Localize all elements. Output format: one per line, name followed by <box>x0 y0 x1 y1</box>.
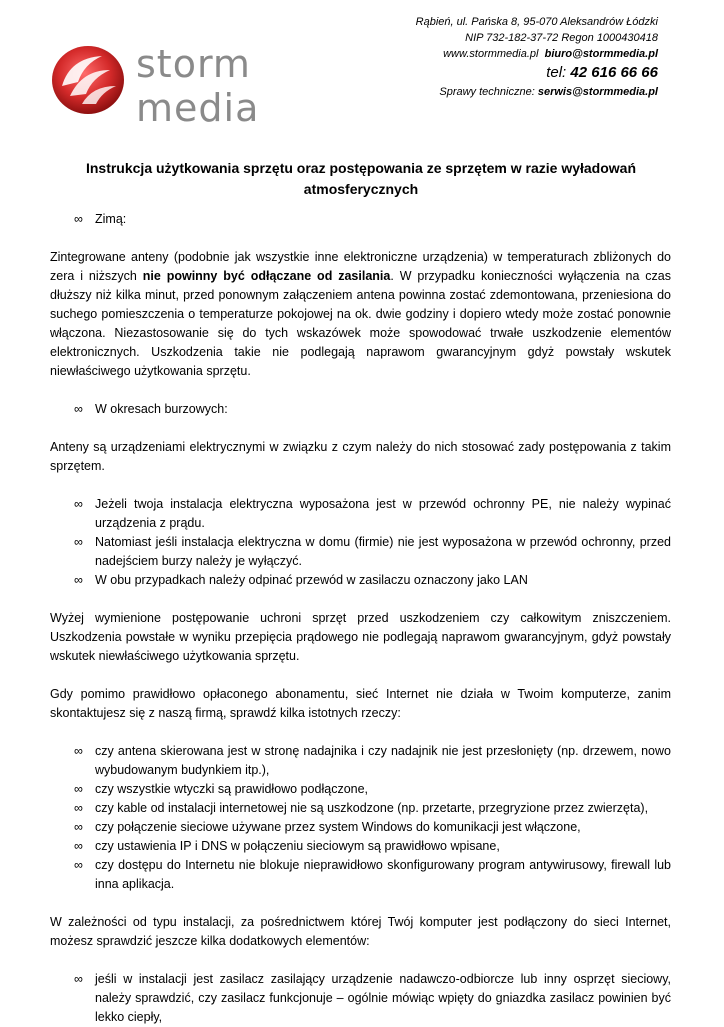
company-email[interactable]: biuro@stormmedia.pl <box>544 48 658 60</box>
storm-paragraph: Anteny są urządzeniami elektrycznymi w związku z czym należy do nich stosować zady postępowania z takim sprzętem. <box>50 440 671 473</box>
company-contact-line <box>416 46 658 62</box>
company-address: Rąbień, ul. Pańska 8, 95-070 Aleksandrów Łódzki <box>415 16 658 28</box>
storm-list <box>50 495 671 590</box>
internet-checklist <box>50 742 671 894</box>
list-item: ∞ czy dostępu do Internetu nie blokuje nieprawidłowo skonfigurowany program antywirusowy, firewall lub inna aplikacja. <box>50 856 671 894</box>
bullet-icon: ∞ <box>74 839 83 853</box>
winter-warning: nie powinny być odłączane od zasilania <box>142 269 391 283</box>
bullet-icon: ∞ <box>74 782 83 796</box>
storm-swirl-icon <box>48 40 128 120</box>
company-phone <box>416 62 658 84</box>
bullet-icon: ∞ <box>74 858 83 872</box>
title-line-2: atmosferycznych <box>303 181 419 197</box>
company-header <box>416 14 658 100</box>
winter-heading <box>50 210 671 229</box>
brand-name: storm media <box>136 42 260 130</box>
bullet-icon: ∞ <box>74 402 83 416</box>
bullet-icon: ∞ <box>74 497 83 511</box>
list-item: ∞ czy antena skierowana jest w stronę nadajnika i czy nadajnik nie jest przesłonięty (np. drzewem, nowo wybudowanym budynkiem itp.), <box>50 742 671 780</box>
document-body <box>50 210 671 1027</box>
list-item: ∞ czy kable od instalacji internetowej nie są uszkodzone (np. przetarte, przegryzione przez zwierzęta), <box>50 799 671 818</box>
tech-contact <box>416 84 658 100</box>
internet-paragraph: Gdy pomimo prawidłowo opłaconego abonamentu, sieć Internet nie działa w Twoim komputerze, zanim skontaktujesz się z naszą firmą, sprawdź kilka istotnych rzeczy: <box>50 687 671 720</box>
company-website[interactable]: www.stormmedia.pl <box>443 48 539 60</box>
winter-heading-text: Zimą: <box>95 212 127 226</box>
bullet-icon: ∞ <box>74 212 83 226</box>
storm-heading <box>50 400 671 419</box>
document-title <box>50 158 672 200</box>
bullet-icon: ∞ <box>74 801 83 815</box>
list-item: ∞ czy wszystkie wtyczki są prawidłowo podłączone, <box>50 780 671 799</box>
tech-label: Sprawy techniczne: <box>439 86 535 98</box>
bullet-icon: ∞ <box>74 972 83 986</box>
storm-after-paragraph: Wyżej wymienione postępowanie uchroni sprzęt przed uszkodzeniem czy całkowitym zniszczeniem. Uszkodzenia powstałe w wyniku przepięcia prądowego nie podlegają naprawom gwarancyjnym, gdyż powstały wskutek niewłaściwego użytkowania sprzętu. <box>50 611 671 663</box>
list-item: ∞ Natomiast jeśli instalacja elektryczna w domu (firmie) nie jest wyposażona w przewód ochronny, przed nadejściem burzy należy je wyłączyć. <box>50 533 671 571</box>
phone-number: 42 616 66 66 <box>570 64 658 81</box>
list-item: ∞ czy połączenie sieciowe używane przez system Windows do komunikacji jest włączone, <box>50 818 671 837</box>
storm-heading-text: W okresach burzowych: <box>95 402 228 416</box>
bullet-icon: ∞ <box>74 744 83 758</box>
bullet-icon: ∞ <box>74 820 83 834</box>
list-item: ∞ czy ustawienia IP i DNS w połączeniu sieciowym są prawidłowo wpisane, <box>50 837 671 856</box>
company-nip-regon: NIP 732-182-37-72 Regon 1000430418 <box>465 32 658 44</box>
phone-label: tel: <box>546 64 567 81</box>
winter-paragraph: Zintegrowane anteny (podobnie jak wszystkie inne elektroniczne urządzenia) w temperaturach zbliżonych do zera i niższych nie powinny być odłączane od zasilania. W przypadku konieczności wyłączenia na czas dłuższy niż kilka minut, przed ponownym załączeniem antena powinna zostać zdemontowana, przeniesiona do suchego pomieszczenia o temperaturze pokojowej na ok. dwie godziny i dopiero wtedy może zostać ponownie włączona. Niezastosowanie się do tych wskazówek może spowodować trwałe uszkodzenie elementów elektronicznych. Uszkodzenia takie nie podlegają naprawom gwarancyjnym gdyż powstały wskutek niewłaściwego użytkowania sprzętu. <box>50 250 671 378</box>
extra-checklist <box>50 970 671 1027</box>
bullet-icon: ∞ <box>74 535 83 549</box>
list-item: ∞ jeśli w instalacji jest zasilacz zasilający urządzenie nadawczo-odbiorcze lub inny osprzęt sieciowy, należy sprawdzić, czy zasilacz funkcjonuje – ogólnie mówiąc wpięty do gniazdka zasilacz powinien być lekko ciepły, <box>50 970 671 1027</box>
title-line-1: Instrukcja użytkowania sprzętu oraz postępowania ze sprzętem w razie wyładowań <box>85 160 637 176</box>
list-item: ∞ Jeżeli twoja instalacja elektryczna wyposażona jest w przewód ochronny PE, nie należy wypinać urządzenia z prądu. <box>50 495 671 533</box>
bullet-icon: ∞ <box>74 573 83 587</box>
tech-email[interactable]: serwis@stormmedia.pl <box>537 86 658 98</box>
storm-media-logo <box>48 40 348 130</box>
list-item: ∞ W obu przypadkach należy odpinać przewód w zasilaczu oznaczony jako LAN <box>50 571 671 590</box>
extra-paragraph: W zależności od typu instalacji, za pośrednictwem której Twój komputer jest podłączony do sieci Internet, możesz sprawdzić jeszcze kilka dodatkowych elementów: <box>50 915 671 948</box>
